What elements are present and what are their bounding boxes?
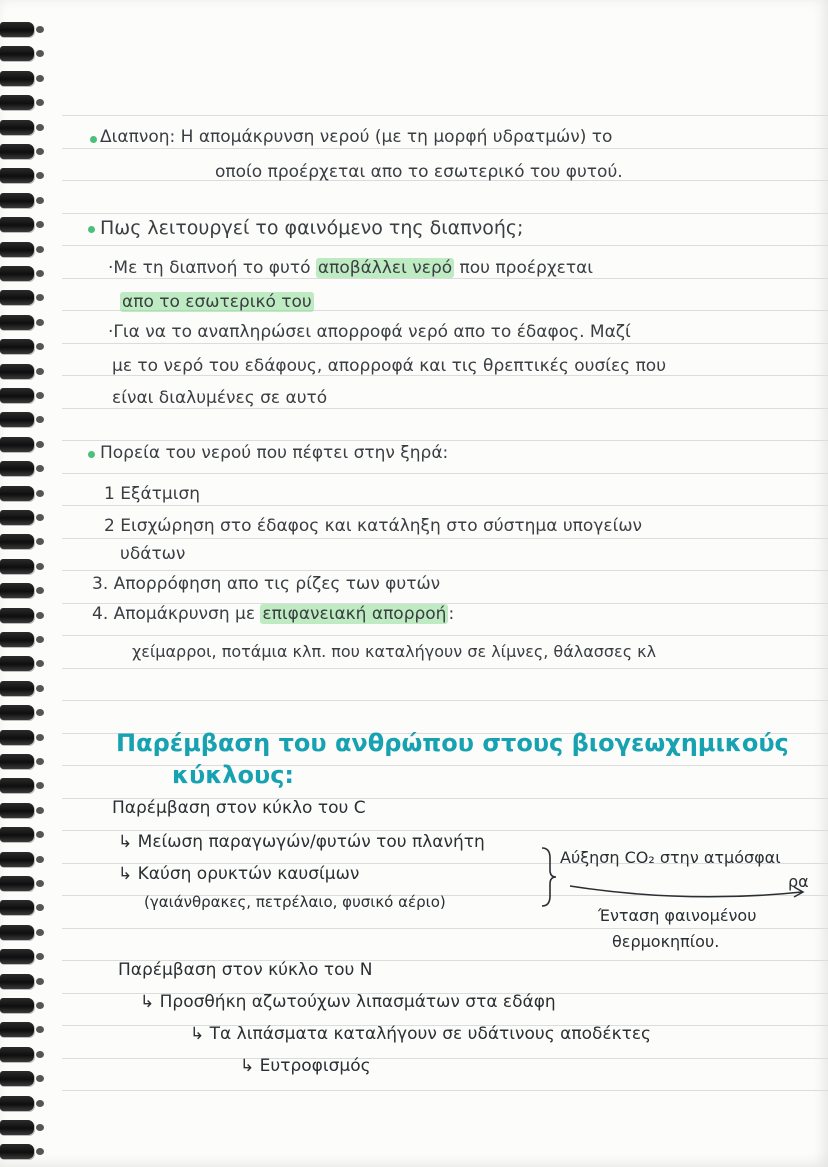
spiral-ring [0, 120, 34, 135]
spiral-ring [0, 681, 34, 696]
spiral-ring [0, 22, 34, 37]
arrow-icon [566, 882, 816, 906]
spiral-ring [0, 71, 34, 86]
note-line-10: 1 Εξάτμιση [104, 484, 200, 504]
note-line-22: ↳ Τα λιπάσματα καταλήγουν σε υδάτινους αποδέκτες [190, 1024, 652, 1044]
spiral-ring [0, 705, 34, 720]
spiral-binding [0, 0, 44, 1167]
spiral-ring [0, 803, 34, 818]
spiral-ring [0, 632, 34, 647]
note-line-21: ↳ Προσθήκη αζωτούχων λιπασμάτων στα εδάφη [140, 992, 556, 1012]
spiral-ring [0, 656, 34, 671]
ruled-line [62, 928, 828, 929]
effect-line-3: Ένταση φαινομένου [598, 906, 757, 925]
spiral-ring [0, 1120, 34, 1135]
spiral-ring [0, 437, 34, 452]
note-line-13: 3. Απορρόφηση απο τις ρίζες των φυτών [92, 574, 441, 594]
spiral-ring [0, 486, 34, 501]
spiral-ring [0, 559, 34, 574]
highlight-from-interior: απο το εσωτερικό του [122, 292, 312, 312]
note-line-7: με το νερό του εδάφους, απορροφά και τις θρεπτικές ουσίες που [112, 356, 667, 376]
spiral-ring [0, 754, 34, 769]
ruled-line [62, 213, 828, 214]
spiral-ring [0, 1144, 34, 1159]
note-line-4-start: ·Με τη διαπνοή το φυτό [108, 258, 316, 278]
ruled-line [62, 700, 828, 701]
note-line-19: (γαιάνθρακες, πετρέλαιο, φυσικό αέριο) [144, 893, 446, 911]
spiral-ring [0, 852, 34, 867]
note-line-20: Παρέμβαση στον κύκλο του Ν [118, 960, 373, 980]
ruled-line [62, 1090, 828, 1091]
note-line-5 [120, 290, 314, 314]
bullet-icon [88, 226, 95, 233]
ruled-line [62, 115, 828, 116]
spiral-ring [0, 778, 34, 793]
ruled-line [62, 635, 828, 636]
note-line-14-end: : [448, 604, 455, 624]
ruled-line [62, 473, 828, 474]
ruled-line [62, 538, 828, 539]
note-line-8: είναι διαλυμένες σε αυτό [112, 388, 328, 408]
spiral-ring [0, 730, 34, 745]
spiral-ring [0, 290, 34, 305]
effect-line-4: θερμοκηπίου. [612, 932, 720, 951]
note-line-2: οποίο προέρχεται απο το εσωτερικό του φυτού. [215, 162, 623, 182]
note-line-23: ↳ Ευτροφισμός [240, 1056, 371, 1076]
note-line-14 [92, 602, 454, 626]
note-line-3: Πως λειτουργεί το φαινόμενο της διαπνοής; [100, 217, 524, 239]
note-line-11: 2 Εισχώρηση στο έδαφος και κατάληξη στο σύστημα υπογείων [104, 516, 643, 536]
spiral-ring [0, 95, 34, 110]
bullet-icon [88, 451, 95, 458]
spiral-ring [0, 364, 34, 379]
spiral-ring [0, 534, 34, 549]
note-line-1: Διαπνοη: Η απομάκρυνση νερού (με τη μορφή υδρατμών) το [100, 127, 613, 147]
ruled-line [62, 1058, 828, 1059]
spiral-ring [0, 339, 34, 354]
bullet-icon [90, 136, 97, 143]
spiral-ring [0, 168, 34, 183]
ruled-line [62, 668, 828, 669]
spiral-ring [0, 974, 34, 989]
spiral-ring [0, 144, 34, 159]
spiral-ring [0, 900, 34, 915]
ruled-line [62, 245, 828, 246]
highlight-expels-water: αποβάλλει νερό [317, 258, 453, 278]
highlight-surface-runoff: επιφανειακή απορροή [262, 604, 447, 624]
spiral-ring [0, 827, 34, 842]
spiral-ring [0, 1022, 34, 1037]
note-line-4-end: που προέρχεται [454, 258, 594, 278]
spiral-ring [0, 242, 34, 257]
effect-line-2: ρα [788, 872, 809, 891]
section-heading: Παρέμβαση του ανθρώπου στους βιογεωχημικούς [116, 729, 789, 757]
spiral-ring [0, 388, 34, 403]
spiral-ring [0, 1096, 34, 1111]
spiral-ring [0, 193, 34, 208]
spiral-ring [0, 998, 34, 1013]
note-line-6: ·Για να το αναπληρώσει απορροφά νερό απο το έδαφος. Μαζί [108, 322, 631, 342]
note-line-17: ↳ Μείωση παραγωγών/φυτών του πλανήτη [118, 832, 485, 852]
note-line-12: υδάτων [120, 544, 186, 564]
spiral-ring [0, 583, 34, 598]
note-line-15: χείμαρροι, ποτάμια κλπ. που καταλήγουν σε λίμνες, θάλασσες κλ [132, 642, 657, 661]
note-line-4 [108, 256, 593, 280]
spiral-ring [0, 876, 34, 891]
note-line-18: ↳ Καύση ορυκτών καυσίμων [118, 864, 360, 884]
section-heading-cont: κύκλους: [172, 761, 295, 789]
spiral-ring [0, 217, 34, 232]
ruled-line [62, 570, 828, 571]
spiral-ring [0, 266, 34, 281]
spiral-ring [0, 1047, 34, 1062]
effect-line-1: Αύξηση CO₂ στην ατμόσφαι [560, 848, 781, 867]
spiral-ring [0, 1071, 34, 1086]
spiral-ring [0, 510, 34, 525]
curly-brace-icon [538, 846, 558, 908]
spiral-ring [0, 949, 34, 964]
spiral-ring [0, 46, 34, 61]
note-line-14-start: 4. Απομάκρυνση με [92, 604, 261, 624]
note-line-16: Παρέμβαση στον κύκλο του C [112, 798, 366, 818]
spiral-ring [0, 925, 34, 940]
spiral-ring [0, 412, 34, 427]
note-line-9: Πορεία του νερού που πέφτει στην ξηρά: [100, 443, 449, 463]
spiral-ring [0, 608, 34, 623]
spiral-ring [0, 315, 34, 330]
spiral-ring [0, 461, 34, 476]
